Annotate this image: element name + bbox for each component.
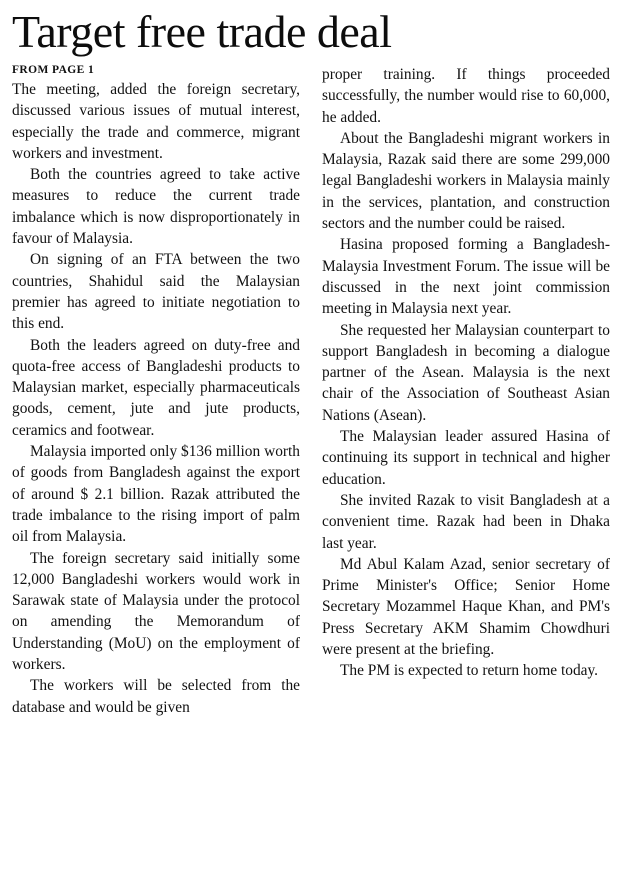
page-title: Target free trade deal: [12, 6, 392, 57]
paragraph: On signing of an FTA between the two countries, Shahidul said the Malaysian premier has agreed to initiate negotiation to this end.: [12, 251, 300, 333]
paragraph: The PM is expected to return home today.: [340, 662, 599, 680]
paragraph: Malaysia imported only $136 million worth of goods from Bangladesh against the export of around $ 2.1 billion. Razak attributed the trade imbalance to the rising import of palm oil from Malaysia.: [12, 443, 300, 546]
paragraph: About the Bangladeshi migrant workers in Malaysia, Razak said there are some 299,000 legal Bangladeshi workers in Malaysia mainly in the services, plantation, and construction sectors and the number could be raised.: [322, 129, 610, 233]
paragraph: The Malaysian leader assured Hasina of continuing its support in technical and higher education.: [322, 428, 610, 488]
column-left: [12, 64, 300, 718]
column-right: [322, 64, 610, 682]
paragraph: Both the leaders agreed on duty-free and quota-free access of Bangladeshi products to Malaysian market, especially pharmaceuticals goods, cement, jute and jute products, ceramics and footwear.: [12, 336, 300, 439]
continuation-kicker: FROM PAGE 1: [12, 64, 95, 76]
paragraph: She requested her Malaysian counterpart to support Bangladesh in becoming a dialogue partner of the Asean. Malaysia is the next chair of the Association of Southeast Asian Nations (Asean).: [322, 321, 610, 424]
paragraph: Md Abul Kalam Azad, senior secretary of Prime Minister's Office; Senior Home Secretary Mozammel Haque Khan, and PM's Press Secretary AKM Shamim Chowdhuri were present at the briefing.: [322, 555, 610, 659]
paragraph: Hasina proposed forming a Bangladesh-Malaysia Investment Forum. The issue will be discussed in the next joint commission meeting in Malaysia next year.: [322, 236, 610, 318]
paragraph: Both the countries agreed to take active measures to reduce the current trade imbalance which is now disproportionately in favour of Malaysia.: [12, 166, 300, 248]
paragraph: The workers will be selected from the database and would be given: [12, 677, 300, 716]
paragraph: proper training. If things proceeded successfully, the number would rise to 60,000, he added.: [322, 66, 610, 126]
paragraph: She invited Razak to visit Bangladesh at a convenient time. Razak had been in Dhaka last year.: [322, 491, 610, 552]
article-columns: [12, 64, 624, 718]
paragraph: The meeting, added the foreign secretary, discussed various issues of mutual interest, especially the trade and commerce, migrant workers and investment.: [12, 81, 300, 162]
paragraph: The foreign secretary said initially some 12,000 Bangladeshi workers would work in Sarawak state of Malaysia under the protocol on amending the Memorandum of Understanding (MoU) on the employment of workers.: [12, 549, 300, 674]
